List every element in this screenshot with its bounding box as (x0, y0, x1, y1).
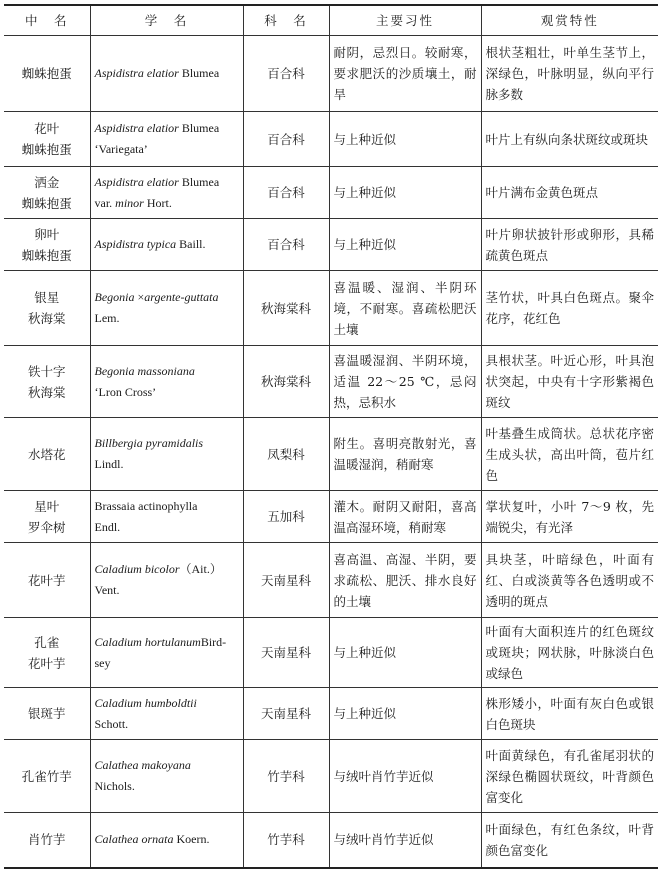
cell-ornamental-feature: 叶面绿色，有红色条纹，叶背颜色富变化 (481, 813, 658, 868)
scientific-name-line (95, 755, 239, 776)
cell-habit: 与上种近似 (329, 167, 481, 219)
cell-common-name (4, 418, 90, 491)
cell-scientific-name (90, 740, 243, 813)
scientific-name-text: Blumea (178, 174, 220, 189)
header-scientific-name: 学 名 (90, 5, 243, 36)
common-name-line: 卵叶 (34, 226, 60, 242)
cell-habit: 喜高温、高湿、半阴，要求疏松、肥沃、排水良好的土壤 (329, 543, 481, 618)
scientific-name-line (95, 63, 239, 84)
cell-scientific-name (90, 418, 243, 491)
scientific-name-text: Schott. (94, 716, 129, 731)
cell-scientific-name (90, 688, 243, 740)
common-name-line: 洒金 (34, 174, 60, 190)
cell-common-name (4, 688, 90, 740)
cell-family: 天南星科 (243, 618, 329, 688)
scientific-name-line (95, 287, 239, 308)
scientific-name-line (95, 454, 239, 475)
common-name-line: 星叶 (34, 498, 60, 514)
scientific-name-line (95, 118, 239, 139)
cell-ornamental-feature: 叶片满布金黄色斑点 (481, 167, 658, 219)
cell-scientific-name (90, 618, 243, 688)
common-name-line: 花叶芋 (27, 655, 66, 671)
scientific-name-line (95, 693, 239, 714)
plant-table (4, 4, 658, 869)
cell-scientific-name (90, 543, 243, 618)
cell-ornamental-feature: 叶基叠生成筒状。总状花序密生成头状，高出叶筒，苞片红色 (481, 418, 658, 491)
cell-ornamental-feature: 叶片卵状披针形或卵形，具稀疏黄色斑点 (481, 219, 658, 271)
cell-ornamental-feature: 叶面有大面积连片的红色斑纹或斑块；网状脉，叶脉淡白色或绿色 (481, 618, 658, 688)
cell-scientific-name (90, 271, 243, 346)
table-row (4, 418, 658, 491)
table-row (4, 618, 658, 688)
cell-common-name (4, 346, 90, 418)
cell-scientific-name (90, 167, 243, 219)
scientific-name-text: var. (94, 195, 116, 210)
scientific-name-italic: Aspidistra elatior (94, 174, 179, 189)
scientific-name-line (95, 139, 239, 160)
common-name-line: 秋海棠 (27, 384, 66, 400)
scientific-name-line (95, 653, 239, 674)
scientific-name-text: sey (94, 655, 111, 670)
cell-family: 凤梨科 (243, 418, 329, 491)
cell-family: 五加科 (243, 491, 329, 543)
cell-scientific-name (90, 36, 243, 112)
cell-family: 百合科 (243, 219, 329, 271)
scientific-name-text: Baill. (176, 237, 206, 251)
cell-common-name (4, 813, 90, 868)
scientific-name-text: Nichols. (94, 779, 135, 793)
scientific-name-italic: Calathea makoyana (94, 758, 191, 772)
scientific-name-line (95, 580, 239, 601)
scientific-name-text: Endl. (94, 519, 121, 534)
cell-scientific-name (90, 112, 243, 167)
common-name-line: 孔雀竹芋 (21, 768, 72, 784)
cell-common-name (4, 271, 90, 346)
scientific-name-text: Brassaia actinophylla (94, 498, 198, 513)
cell-common-name (4, 740, 90, 813)
scientific-name-italic: Billbergia pyramidalis (94, 436, 204, 450)
scientific-name-italic: argente-guttata (144, 290, 219, 304)
cell-family: 天南星科 (243, 543, 329, 618)
scientific-name-line (95, 382, 239, 403)
scientific-name-text: Lem. (94, 311, 120, 325)
scientific-name-italic: Aspidistra typica (94, 237, 177, 251)
cell-ornamental-feature: 根状茎粗壮，叶单生茎节上，深绿色，叶脉明显，纵向平行脉多数 (481, 36, 658, 112)
cell-family: 秋海棠科 (243, 346, 329, 418)
cell-habit: 与上种近似 (329, 219, 481, 271)
common-name-line: 孔雀 (34, 634, 60, 650)
cell-habit: 与上种近似 (329, 618, 481, 688)
scientific-name-text: Blumea (178, 121, 220, 135)
cell-habit: 与上种近似 (329, 112, 481, 167)
scientific-name-line (95, 308, 239, 329)
scientific-name-text: ‘Variegata’ (94, 142, 148, 156)
common-name-line: 罗伞树 (27, 519, 66, 535)
scientific-name-text: Hort. (143, 195, 172, 210)
common-name-line: 铁十字 (27, 363, 66, 379)
table-row (4, 219, 658, 271)
table-row (4, 740, 658, 813)
common-name-line: 蜘蛛抱蛋 (21, 66, 72, 81)
scientific-name-text: Vent. (94, 583, 120, 597)
cell-family: 百合科 (243, 112, 329, 167)
scientific-name-italic: minor (115, 195, 144, 210)
scientific-name-italic: Calathea ornata (94, 832, 174, 847)
scientific-name-line (95, 776, 239, 797)
cell-common-name (4, 167, 90, 219)
table-row (4, 813, 658, 868)
cell-family: 百合科 (243, 36, 329, 112)
cell-common-name (4, 112, 90, 167)
common-name-line: 花叶 (34, 121, 60, 136)
scientific-name-text: Blumea (178, 66, 220, 80)
cell-family: 秋海棠科 (243, 271, 329, 346)
scientific-name-text: ‘Lron Cross’ (94, 384, 157, 399)
scientific-name-italic: Aspidistra elatior (94, 66, 179, 80)
cell-ornamental-feature: 具块茎，叶暗绿色，叶面有红、白或淡黄等各色透明或不透明的斑点 (481, 543, 658, 618)
scientific-name-line (95, 829, 239, 850)
cell-habit: 耐阴，忌烈日。较耐寒，要求肥沃的沙质壤土，耐旱 (329, 36, 481, 112)
table-row (4, 491, 658, 543)
cell-habit: 与上种近似 (329, 688, 481, 740)
table-row (4, 271, 658, 346)
cell-habit: 与绒叶肖竹芋近似 (329, 813, 481, 868)
cell-family: 竹芋科 (243, 813, 329, 868)
header-habit: 主要习性 (329, 5, 481, 36)
scientific-name-italic: Begonia (94, 290, 135, 304)
scientific-name-italic: Caladium hortulanum (94, 634, 201, 649)
cell-ornamental-feature: 茎竹状，叶具白色斑点。聚伞花序，花红色 (481, 271, 658, 346)
cell-habit: 灌木。耐阴又耐阳，喜高温高湿环境，稍耐寒 (329, 491, 481, 543)
cell-scientific-name (90, 219, 243, 271)
header-family: 科 名 (243, 5, 329, 36)
cell-scientific-name (90, 346, 243, 418)
common-name-line: 蜘蛛抱蛋 (21, 247, 72, 263)
scientific-name-line (95, 361, 239, 382)
scientific-name-text: Lindl. (94, 457, 124, 471)
cell-common-name (4, 491, 90, 543)
scientific-name-line (95, 433, 239, 454)
cell-scientific-name (90, 491, 243, 543)
table-header-row (4, 5, 658, 36)
cell-ornamental-feature: 叶面黄绿色，有孔雀尾羽状的深绿色椭圆状斑纹，叶背颜色富变化 (481, 740, 658, 813)
scientific-name-line (95, 193, 239, 214)
table-row (4, 112, 658, 167)
cell-habit: 喜温暖、湿润、半阴环境，不耐寒。喜疏松肥沃土壤 (329, 271, 481, 346)
common-name-line: 花叶芋 (27, 572, 66, 588)
scientific-name-italic: Aspidistra elatior (94, 121, 179, 135)
table-body (4, 36, 658, 868)
cell-scientific-name (90, 813, 243, 868)
cell-ornamental-feature: 叶片上有纵向条状斑纹或斑块 (481, 112, 658, 167)
cell-ornamental-feature: 具根状茎。叶近心形，叶具泡状突起，中央有十字形紫褐色斑纹 (481, 346, 658, 418)
cell-common-name (4, 618, 90, 688)
common-name-line: 水塔花 (27, 446, 66, 462)
common-name-line: 银斑芋 (27, 706, 66, 721)
common-name-line: 秋海棠 (27, 311, 66, 326)
cell-common-name (4, 36, 90, 112)
scientific-name-italic: Begonia massoniana (94, 363, 195, 378)
cell-habit: 与绒叶肖竹芋近似 (329, 740, 481, 813)
table-row (4, 167, 658, 219)
cell-ornamental-feature: 掌状复叶，小叶 7～9 枚，先端锐尖，有光泽 (481, 491, 658, 543)
scientific-name-text: Koern. (173, 832, 210, 847)
common-name-line: 蜘蛛抱蛋 (21, 142, 72, 157)
cell-family: 竹芋科 (243, 740, 329, 813)
header-ornamental-feature: 观赏特性 (481, 5, 658, 36)
scientific-name-line (95, 559, 239, 580)
header-common-name: 中 名 (4, 5, 90, 36)
scientific-name-italic: Caladium humboldtii (94, 695, 197, 710)
scientific-name-line (95, 234, 239, 255)
common-name-line: 蜘蛛抱蛋 (21, 195, 72, 211)
scientific-name-line (95, 496, 239, 517)
scientific-name-line (95, 632, 239, 653)
cell-common-name (4, 219, 90, 271)
scientific-name-line (95, 714, 239, 735)
scientific-name-text: Bird- (200, 634, 227, 649)
cell-habit: 附生。喜明亮散射光，喜温暖湿润，稍耐寒 (329, 418, 481, 491)
table-row (4, 346, 658, 418)
scientific-name-text: （Ait.） (179, 562, 222, 576)
cell-ornamental-feature: 株形矮小，叶面有灰白色或银白色斑块 (481, 688, 658, 740)
scientific-name-italic: Caladium bicolor (94, 562, 180, 576)
scientific-name-text: × (134, 290, 145, 304)
common-name-line: 肖竹芋 (27, 832, 66, 848)
common-name-line: 银星 (34, 290, 60, 305)
cell-habit: 喜温暖湿润、半阴环境，适温 22～25 ℃，忌闷热，忌积水 (329, 346, 481, 418)
scientific-name-line (95, 172, 239, 193)
scientific-name-line (95, 517, 239, 538)
cell-family: 百合科 (243, 167, 329, 219)
cell-common-name (4, 543, 90, 618)
cell-family: 天南星科 (243, 688, 329, 740)
table-row (4, 543, 658, 618)
table-row (4, 688, 658, 740)
table-row (4, 36, 658, 112)
